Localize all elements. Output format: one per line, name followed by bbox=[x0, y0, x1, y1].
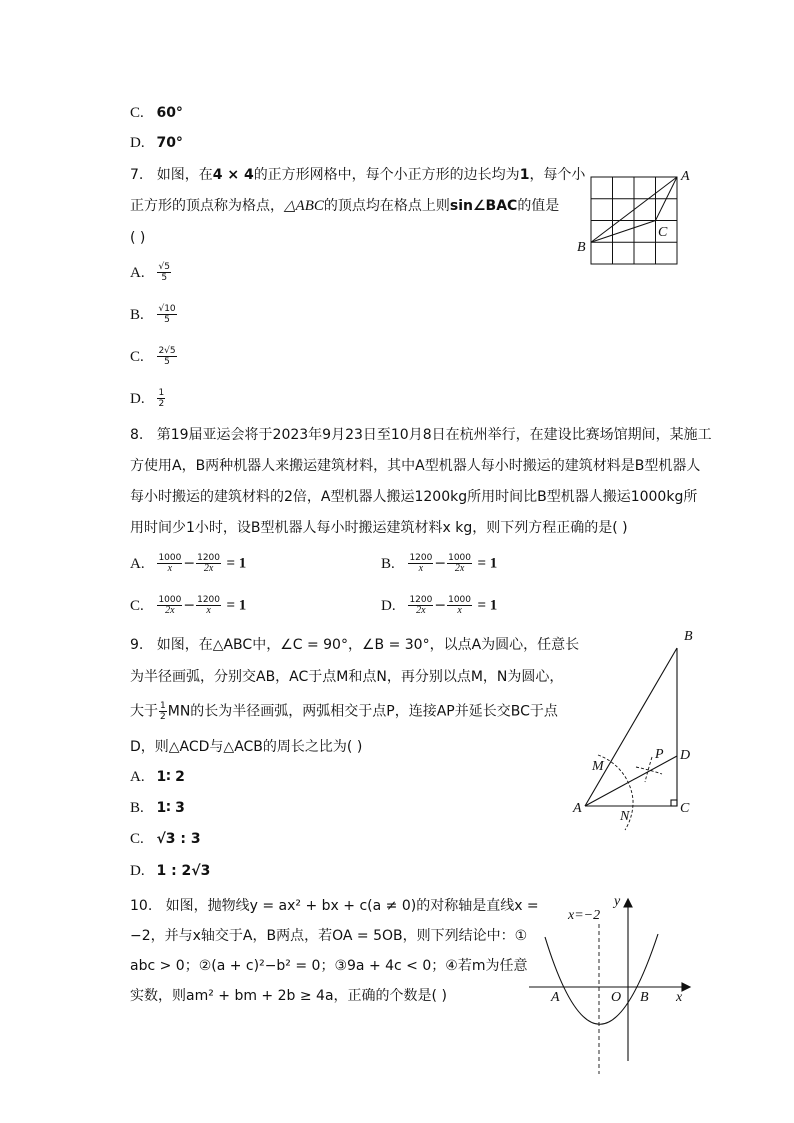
numerator: 1200 bbox=[409, 553, 433, 563]
q7-stem-line1 bbox=[130, 165, 585, 185]
equation-rhs: = 1 bbox=[226, 555, 247, 572]
axis-of-symmetry-label: x=−2 bbox=[568, 908, 601, 923]
option-letter: A. bbox=[130, 769, 145, 785]
denominator: 2x bbox=[165, 605, 175, 616]
q7-answer-bracket: ( ) bbox=[130, 230, 146, 246]
text: 如图，在 bbox=[156, 167, 213, 183]
numerator: 1000 bbox=[158, 553, 182, 563]
option-letter: A. bbox=[130, 555, 145, 572]
q7-option-b bbox=[130, 304, 178, 325]
denominator: x bbox=[167, 563, 173, 574]
q7-option-a bbox=[130, 262, 172, 283]
option-letter: C. bbox=[130, 348, 144, 365]
label-m: M bbox=[592, 759, 604, 774]
denominator: x bbox=[418, 563, 424, 574]
numerator: 1 bbox=[160, 701, 166, 711]
option-letter: C. bbox=[130, 831, 144, 847]
q9-option-c bbox=[130, 829, 201, 849]
denominator: 2 bbox=[160, 712, 166, 722]
q9-stem-line2: 为半径画弧，分别交AB，AC于点M和点N，再分别以点M，N为圆心， bbox=[130, 669, 564, 685]
q9-stem-line1 bbox=[130, 635, 579, 655]
fraction bbox=[196, 553, 221, 574]
numerator: 1000 bbox=[448, 595, 471, 605]
denominator: x bbox=[457, 605, 462, 616]
q7-stem-line2 bbox=[130, 196, 559, 216]
option-letter: D. bbox=[130, 863, 145, 879]
option-letter: D. bbox=[130, 135, 145, 151]
equation-rhs: = 1 bbox=[477, 555, 498, 572]
option-letter: D. bbox=[130, 390, 145, 407]
question-number: 7. bbox=[130, 167, 144, 183]
q9-stem-line3 bbox=[130, 701, 558, 722]
denominator: 2x bbox=[203, 563, 214, 574]
q8-option-c: C. $\frac{1000}{2x}$ − $\frac{1200}{x}$ = 1 bbox=[130, 595, 247, 616]
label-a: A bbox=[551, 990, 560, 1005]
option-letter: B. bbox=[130, 800, 144, 816]
q8-option-a: A. $\frac{1000}{x}$ − $\frac{1200}{2x}$ = 1 bbox=[130, 553, 247, 574]
math: 1 bbox=[519, 167, 530, 183]
fraction-one-half bbox=[159, 701, 167, 722]
numerator: 1200 bbox=[197, 553, 220, 563]
text: 第19届亚运会将于2023年9月23日至10月8日在杭州举行，在建设比赛场馆期间，某施工 bbox=[156, 427, 712, 443]
text: 如图，抛物线y = ax² + bx + c(a ≠ 0)的对称轴是直线x = bbox=[165, 898, 539, 914]
label-c: C bbox=[658, 225, 668, 240]
q7-option-d bbox=[130, 388, 166, 409]
numerator: 1000 bbox=[448, 553, 471, 563]
q8-option-b: B. $\frac{1200}{x}$ − $\frac{1000}{2x}$ = 1 bbox=[381, 553, 498, 574]
numerator: √5 bbox=[158, 262, 170, 272]
label-x: x bbox=[676, 990, 683, 1005]
denominator: x bbox=[206, 605, 211, 616]
option-value: 1∶ 2 bbox=[156, 769, 185, 785]
option-value: 1 : 2√3 bbox=[156, 863, 211, 879]
q6-option-d bbox=[130, 133, 183, 153]
text: MN的长为半径画弧，两弧相交于点P，连接AP并延长交BC于点 bbox=[167, 703, 558, 720]
text: 的顶点均在格点上则 bbox=[323, 198, 450, 214]
fraction bbox=[408, 553, 433, 574]
numerator: √10 bbox=[158, 304, 176, 314]
fraction bbox=[157, 346, 176, 367]
question-number: 9. bbox=[130, 637, 144, 653]
q7-option-c bbox=[130, 346, 178, 367]
label-n: N bbox=[620, 809, 630, 824]
option-value: 70° bbox=[156, 135, 183, 151]
fraction bbox=[447, 595, 472, 616]
fraction bbox=[447, 553, 472, 574]
text: 的值是 bbox=[517, 198, 560, 214]
q10-parabola-figure bbox=[520, 890, 700, 1080]
numerator: 1 bbox=[158, 388, 165, 398]
q9-option-a bbox=[130, 767, 185, 787]
numerator: 2√5 bbox=[158, 346, 176, 356]
fraction bbox=[157, 553, 182, 574]
q8-stem-line4: 用时间少1小时，设B型机器人每小时搬运建筑材料x kg，则下列方程正确的是( ) bbox=[130, 520, 628, 536]
equation-rhs: = 1 bbox=[226, 597, 247, 614]
label-b: B bbox=[684, 629, 693, 644]
text: ，每个小 bbox=[529, 167, 586, 183]
q6-option-c bbox=[130, 103, 183, 123]
fraction bbox=[157, 388, 165, 409]
math: △ABC bbox=[284, 198, 324, 214]
fraction bbox=[157, 262, 170, 283]
numerator: 1000 bbox=[158, 595, 182, 605]
q9-option-d bbox=[130, 861, 210, 881]
fraction bbox=[408, 595, 433, 616]
denominator: 5 bbox=[164, 357, 170, 367]
option-letter: B. bbox=[381, 555, 395, 572]
q8-stem-line2: 方使用A，B两种机器人来搬运建筑材料，其中A型机器人每小时搬运的建筑材料是B型机器人 bbox=[130, 458, 701, 474]
q8-option-d: D. $\frac{1200}{2x}$ − $\frac{1000}{x}$ = 1 bbox=[381, 595, 498, 616]
label-b: B bbox=[640, 990, 649, 1005]
text: 大于 bbox=[130, 703, 158, 720]
option-letter: D. bbox=[381, 597, 396, 614]
option-value: 60° bbox=[156, 105, 183, 121]
q8-stem-line3: 每小时搬运的建筑材料的2倍，A型机器人搬运1200kg所用时间比B型机器人搬运1000kg所 bbox=[130, 489, 698, 505]
label-o: O bbox=[611, 990, 622, 1005]
fraction bbox=[157, 595, 182, 616]
label-y: y bbox=[614, 894, 621, 909]
label-c: C bbox=[680, 801, 690, 816]
q9-stem-line4: D，则△ACD与△ACB的周长之比为( ) bbox=[130, 739, 363, 755]
option-letter: A. bbox=[130, 264, 145, 281]
option-letter: B. bbox=[130, 306, 144, 323]
q10-stem-line1 bbox=[130, 896, 539, 916]
denominator: 2 bbox=[158, 399, 165, 409]
math: sin∠BAC bbox=[449, 198, 518, 214]
math: 4 × 4 bbox=[212, 167, 254, 183]
numerator: 1200 bbox=[409, 595, 433, 605]
label-a: A bbox=[573, 801, 582, 816]
equation-rhs: = 1 bbox=[477, 597, 498, 614]
q7-grid-figure bbox=[570, 165, 700, 270]
denominator: 2x bbox=[454, 563, 465, 574]
question-number: 10. bbox=[130, 898, 153, 914]
q10-stem-line2: −2，并与x轴交于A，B两点，若OA = 5OB，则下列结论中：① bbox=[130, 928, 528, 944]
q8-stem-line1 bbox=[130, 425, 712, 445]
q10-stem-line3: abc > 0；②(a + c)²−b² = 0；③9a + 4c < 0；④若m为任意 bbox=[130, 958, 528, 974]
denominator: 5 bbox=[164, 315, 170, 325]
fraction bbox=[196, 595, 221, 616]
option-letter: C. bbox=[130, 105, 144, 121]
q10-stem-line4: 实数，则am² + bm + 2b ≥ 4a，正确的个数是( ) bbox=[130, 988, 447, 1004]
label-d: D bbox=[680, 748, 691, 763]
numerator: 1200 bbox=[197, 595, 220, 605]
label-b: B bbox=[577, 240, 586, 255]
question-number: 8. bbox=[130, 427, 144, 443]
option-value: 1∶ 3 bbox=[156, 800, 185, 816]
q9-option-b bbox=[130, 798, 185, 818]
denominator: 5 bbox=[161, 273, 168, 283]
q9-triangle-figure bbox=[560, 625, 710, 855]
fraction bbox=[157, 304, 176, 325]
denominator: 2x bbox=[416, 605, 426, 616]
text: 如图，在△ABC中，∠C = 90°，∠B = 30°，以点A为圆心，任意长 bbox=[156, 637, 580, 653]
label-p: P bbox=[655, 747, 664, 762]
option-value: √3 : 3 bbox=[156, 831, 201, 847]
text: 正方形的顶点称为格点， bbox=[130, 198, 284, 214]
label-a: A bbox=[681, 169, 690, 184]
text: 的正方形网格中，每个小正方形的边长均为 bbox=[253, 167, 520, 183]
option-letter: C. bbox=[130, 597, 144, 614]
